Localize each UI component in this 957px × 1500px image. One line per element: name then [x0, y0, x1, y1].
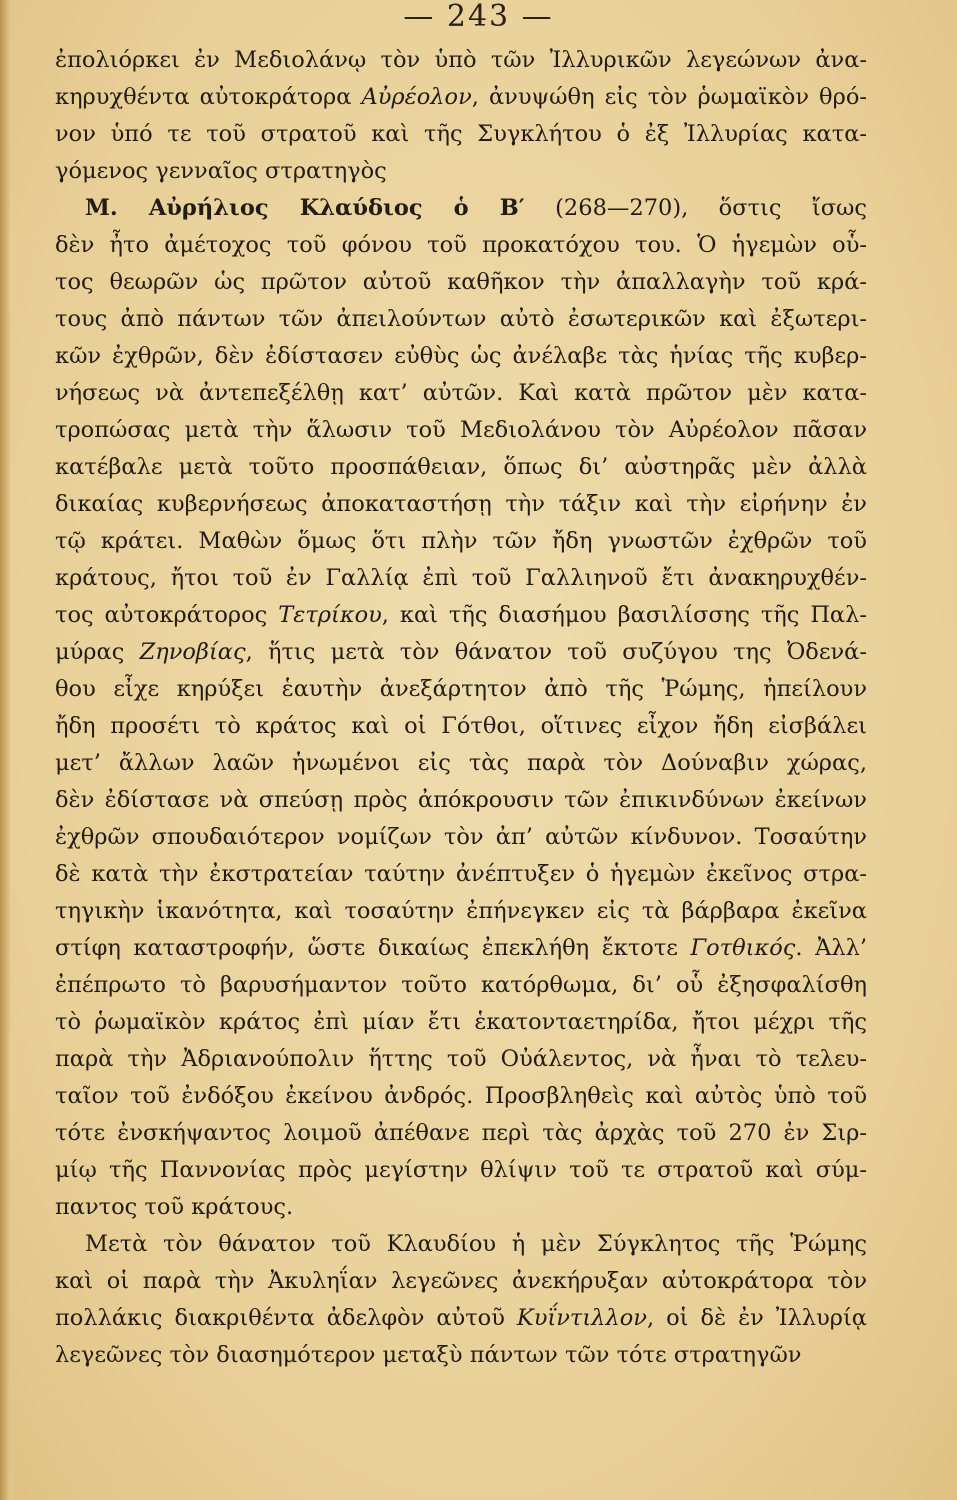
text-line: τους ἀπὸ πάντων τῶν ἀπειλούντων αὐτὸ ἐσωτερικῶν καὶ ἐξωτερι- — [55, 306, 867, 332]
text-line: τὸ ῥωμαϊκὸν κράτος ἐπὶ μίαν ἔτι ἑκατονταετηρίδα, ἤτοι μέχρι τῆς — [55, 1009, 867, 1035]
text-line: θου εἶχε κηρύξει ἑαυτὴν ἀνεξάρτητον ἀπὸ τῆς Ῥώμης, ἠπείλουν — [55, 676, 867, 702]
text-line: παρὰ τὴν Ἀδριανούπολιν ἥττης τοῦ Οὐάλεντος, νὰ ἦναι τὸ τελευ- — [55, 1046, 867, 1072]
text-line: ἐχθρῶν σπουδαιότερον νομίζων τὸν ἀπ’ αὐτῶν κίνδυνον. Τοσαύτην — [55, 824, 867, 850]
text-line: ἤδη προσέτι τὸ κράτος καὶ οἱ Γότθοι, οἵτινες εἶχον ἤδη εἰσβάλει — [55, 713, 867, 739]
text-line: ἐπέπρωτο τὸ βαρυσήμαντον τοῦτο κατόρθωμα, δι’ οὗ ἐξησφαλίσθη — [55, 972, 867, 998]
text-line: δὲ κατὰ τὴν ἐκστρατείαν ταύτην ἀνέπτυξεν ὁ ἡγεμὼν ἐκεῖνος στρα- — [55, 861, 867, 887]
text-line: τότε ἐνσκήψαντος λοιμοῦ ἀπέθανε περὶ τὰς ἀρχὰς τοῦ 270 ἐν Σιρ- — [55, 1120, 867, 1146]
italic-name: Αὐρέολον — [361, 84, 472, 110]
emperor-heading: Μ. Αὐρήλιος Κλαύδιος ὁ Β′ — [85, 195, 525, 221]
text-line: τηγικὴν ἱκανότητα, καὶ τοσαύτην ἐπήνεγκεν εἰς τὰ βάρβαρα ἐκεῖνα — [55, 898, 867, 924]
italic-name: Τετρίκου — [278, 602, 382, 628]
page-number: — 243 — — [403, 0, 554, 34]
text-line: Μετὰ τὸν θάνατον τοῦ Κλαυδίου ἡ μὲν Σύγκλητος τῆς Ῥώμης — [85, 1231, 867, 1257]
text-line: γόμενος γενναῖος στρατηγὸς — [55, 158, 387, 184]
text-line: τος αὐτοκράτορος Τετρίκου, καὶ τῆς διασήμου βασιλίσσης τῆς Παλ- — [55, 602, 867, 628]
text-line: δὲν ἐδίστασε νὰ σπεύσῃ πρὸς ἀπόκρουσιν τῶν ἐπικινδύνων ἐκείνων — [55, 787, 867, 813]
text-line: πολλάκις διακριθέντα ἀδελφὸν αὐτοῦ Κυΐντιλλον, οἱ δὲ ἐν Ἰλλυρίᾳ — [55, 1305, 867, 1331]
text-line: κηρυχθέντα αὐτοκράτορα Αὐρέολον, ἀνυψώθη εἰς τὸν ῥωμαϊκὸν θρό- — [55, 84, 867, 110]
text-line: τος θεωρῶν ὡς πρῶτον αὐτοῦ καθῆκον τὴν ἀπαλλαγὴν τοῦ κρά- — [55, 269, 867, 295]
text-line: ταῖον τοῦ ἐνδόξου ἐκείνου ἀνδρός. Προσβληθεὶς καὶ αὐτὸς ὑπὸ τοῦ — [55, 1083, 867, 1109]
text-line: παντος τοῦ κράτους. — [55, 1194, 294, 1220]
text-line: στίφη καταστροφήν, ὥστε δικαίως ἐπεκλήθη ἔκτοτε Γοτθικός. Ἀλλ’ — [55, 935, 867, 961]
text-line: κράτους, ἤτοι τοῦ ἐν Γαλλίᾳ ἐπὶ τοῦ Γαλλιηνοῦ ἔτι ἀνακηρυχθέν- — [55, 565, 867, 591]
text-line: μίῳ τῆς Παννονίας πρὸς μεγίστην θλίψιν τοῦ τε στρατοῦ καὶ σύμ- — [55, 1157, 867, 1183]
text-line: ἐπολιόρκει ἐν Μεδιολάνῳ τὸν ὑπὸ τῶν Ἰλλυρικῶν λεγεώνων ἀνα- — [55, 47, 867, 73]
text-line: μετ’ ἄλλων λαῶν ἡνωμένοι εἰς τὰς παρὰ τὸν Δούναβιν χώρας, — [55, 750, 867, 776]
page-edge — [0, 0, 10, 1500]
text-line: Μ. Αὐρήλιος Κλαύδιος ὁ Β′ (268—270), ὅστις ἴσως — [85, 195, 867, 221]
text-line: νήσεως νὰ ἀντεπεξέλθῃ κατ’ αὐτῶν. Καὶ κατὰ πρῶτον μὲν κατα- — [55, 380, 867, 406]
italic-name: Κυΐντιλλον — [516, 1305, 647, 1331]
text-line: κῶν ἐχθρῶν, δὲν ἐδίστασεν εὐθὺς ὡς ἀνέλαβε τὰς ἡνίας τῆς κυβερ- — [55, 343, 867, 369]
text-line: μύρας Ζηνοβίας, ἥτις μετὰ τὸν θάνατον τοῦ συζύγου της Ὀδενά- — [55, 639, 867, 665]
italic-name: Ζηνοβίας — [139, 639, 246, 665]
text-line: καὶ οἱ παρὰ τὴν Ἀκυληΐαν λεγεῶνες ἀνεκήρυξαν αὐτοκράτορα τὸν — [55, 1268, 867, 1294]
text-line: λεγεῶνες τὸν διασημότερον μεταξὺ πάντων τῶν τότε στρατηγῶν — [55, 1342, 802, 1368]
italic-name: Γοτθικός — [690, 935, 796, 961]
text-line: τῷ κράτει. Μαθὼν ὅμως ὅτι πλὴν τῶν ἤδη γνωστῶν ἐχθρῶν τοῦ — [55, 528, 867, 554]
text-line: κατέβαλε μετὰ τοῦτο προσπάθειαν, ὅπως δι’ αὐστηρᾶς μὲν ἀλλὰ — [55, 454, 867, 480]
body-text — [55, 42, 867, 1374]
text-line: τροπώσας μετὰ τὴν ἅλωσιν τοῦ Μεδιολάνου τὸν Αὐρέολον πᾶσαν — [55, 417, 867, 443]
text-line: νον ὑπό τε τοῦ στρατοῦ καὶ τῆς Συγκλήτου ὁ ἐξ Ἰλλυρίας κατα- — [55, 121, 867, 147]
text-line: δικαίας κυβερνήσεως ἀποκαταστήσῃ τὴν τάξιν καὶ τὴν εἰρήνην ἐν — [55, 491, 867, 517]
text-line: δὲν ἦτο ἀμέτοχος τοῦ φόνου τοῦ προκατόχου του. Ὁ ἡγεμὼν οὗ- — [55, 232, 867, 258]
